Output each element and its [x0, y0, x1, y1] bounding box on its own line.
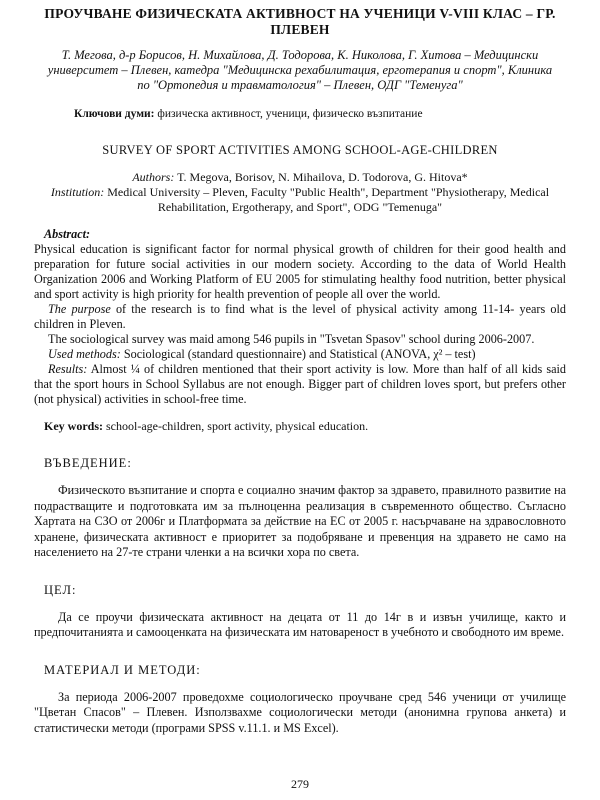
purpose-paragraph [34, 302, 566, 332]
methods-paragraph [34, 347, 566, 362]
section-heading-aim: ЦЕЛ: [44, 582, 77, 597]
keywords-bg [74, 107, 566, 121]
methods-label: Used methods: [48, 347, 121, 361]
purpose-label: The purpose [48, 302, 111, 316]
abstract-heading: Abstract: [44, 227, 91, 241]
abstract [34, 227, 566, 407]
methods-text: Sociological (standard questionnaire) and Statistical (ANOVA, χ² – test) [123, 347, 476, 361]
institution-text: Medical University – Pleven, Faculty "Public Health", Department "Physiotherapy, Medical Rehabilitation, Ergotherapy, and Sport", ODG "Temenuga" [107, 185, 550, 214]
authors-label: Authors: [132, 170, 175, 184]
authors-affiliation-bg: Т. Мегова, д-р Борисов, Н. Михайлова, Д. Тодорова, К. Николова, Г. Хитова – Медицински университет – Плевен, катедра "Медицинска рехабилитация, ерготерапия и спорт", Клиника по "Ортопедия и травматология" – Плевен, ОДГ "Теменуга" [47, 48, 553, 92]
survey-paragraph: The sociological survey was maid among 546 pupils in "Tsvetan Spasov" school during 2006-2007. [48, 332, 535, 346]
page-number: 279 [291, 777, 309, 791]
methods-section-text: За периода 2006-2007 проведохме социологическо проучване сред 546 ученици от училище "Цветан Спасов" – Плевен. Използвахме социологически методи (анонимна групова анкета) и статистически методи (програми SPSS v.11.1. и MS Excel). [34, 689, 566, 735]
purpose-text: of the research is to find what is the level of physical activity among 11-14- years old children in Pleven. [34, 302, 566, 331]
authors-text: T. Megova, Borisov, N. Mihailova, D. Todorova, G. Hitova* [177, 170, 468, 184]
section-heading-introduction: ВЪВЕДЕНИЕ: [44, 456, 132, 470]
aim-text: Да се проучи физическата активност на децата от 11 до 14г в и извън училище, както и предпочитанията и самооценката на физическата им натовареност в учебното и свободното им време. [34, 609, 566, 639]
section-text-introduction [34, 483, 566, 561]
keywords-bg-label: Ключови думи: [74, 108, 155, 120]
section-text-aim [34, 610, 566, 641]
results-paragraph [34, 362, 566, 407]
abstract-paragraph: Physical education is significant factor for normal physical growth of children for their good health and preparation for future social activities in our modern society. According to the data of World Health Organization 2006 and Working Platform of EU 2005 for stimulating healthy food nutrition, better physical and sport activity is high priority for health prevention of people all over the world. [34, 242, 566, 301]
institution-label: Institution: [50, 185, 105, 199]
section-text-methods [34, 690, 566, 737]
introduction-text: Физическото възпитание и спорта е социално значим фактор за здравето, правилното развитие на подрастващите и подготовката им за пълноценна реализация в съвременното общество. Съгласно Хартата на СЗО от 2006г и Платформата за действие на ЕС от 2005 г. насърчаване на здравословното хранене, физическата активност е приоритет за подобряване и превенция на здравето не само на населението на 27-те страни членки а на всички хора по света. [34, 483, 566, 559]
paper-title-bg: ПРОУЧВАНЕ ФИЗИЧЕСКАТА АКТИВНОСТ НА УЧЕНИЦИ V-VIII КЛАС – ГР. ПЛЕВЕН [44, 6, 556, 37]
keywords-en-label: Key words: [44, 419, 103, 433]
paper-title-en: SURVEY OF SPORT ACTIVITIES AMONG SCHOOL-AGE-CHILDREN [102, 143, 498, 157]
keywords-en [44, 419, 566, 434]
section-heading-methods: МАТЕРИАЛ И МЕТОДИ: [44, 662, 201, 677]
results-label: Results: [48, 362, 88, 376]
results-text: Almost ¼ of children mentioned that their sport activity is low. More than half of all kids said that the sport hours in School Syllabus are not enough. Bigger part of children loves sport, but prefers other (not physical) activities in school-free time. [34, 362, 567, 406]
keywords-bg-text: физическа активност, ученици, физическо възпитание [157, 108, 423, 120]
institution-en [34, 185, 566, 215]
keywords-en-text: school-age-children, sport activity, physical education. [106, 419, 369, 433]
authors-en [34, 170, 566, 185]
